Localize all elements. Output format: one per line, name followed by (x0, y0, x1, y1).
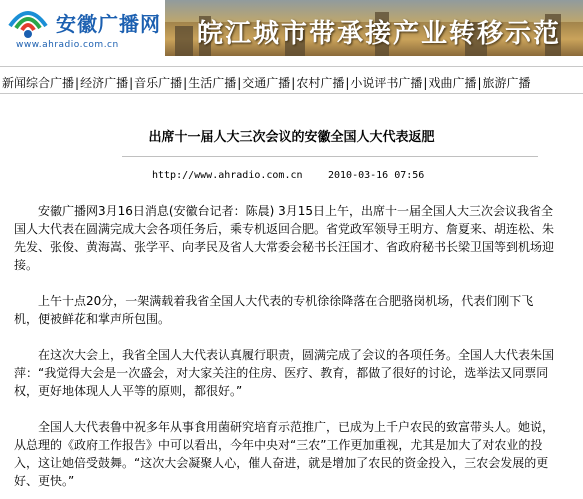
nav-item[interactable]: 音乐广播 (134, 76, 183, 90)
logo-name: 安徽广播网 (56, 12, 161, 36)
article-source-url[interactable]: http://www.ahradio.com.cn (152, 170, 303, 181)
header-banner (165, 0, 583, 56)
article-paragraph: 上午十点20分，一架满载着我省全国人大代表的专机徐徐降落在合肥骆岗机场，代表们刚下飞机，便被鲜花和掌声所包围。 (14, 294, 534, 326)
nav-item[interactable]: 农村广播 (296, 76, 345, 90)
nav-separator: | (75, 76, 80, 90)
nav-item[interactable]: 经济广播 (80, 76, 129, 90)
article-date: 2010-03-16 07:56 (328, 170, 425, 181)
title-divider (122, 156, 538, 157)
nav-item[interactable]: 旅游广播 (482, 76, 531, 90)
banner-title: 皖江城市带承接产业转移示范 (197, 19, 562, 49)
site-logo[interactable] (0, 0, 165, 56)
article-paragraph: 安徽广播网3月16日消息(安徽台记者：陈晨) 3月15日上午，出席十一届全国人大三次会议我省全国人大代表在圆满完成大会各项任务后，乘专机返回合肥。省党政军领导王明方、詹夏来、胡连松、朱先发、张俊、黄海嵩、张学平、向孝民及省人大常委会秘书长汪国才、省政府秘书长梁卫国等到机场迎接。 (14, 204, 555, 272)
nav-item[interactable]: 戏曲广播 (428, 76, 477, 90)
nav-separator: | (129, 76, 134, 90)
article-paragraph: 全国人大代表鲁中祝多年从事食用菌研究培育示范推广，已成为上千户农民的致富带头人。她说，从总理的《政府工作报告》中可以看出，今年中央对“三农”工作更加重视，尤其是加大了对农业的投入，这让她倍受鼓舞。“这次大会凝聚人心，催人奋进，就是增加了农民的资金投入，三农会发展的更好、更快。” (14, 420, 555, 488)
nav-item[interactable]: 生活广播 (188, 76, 237, 90)
nav-item[interactable]: 新闻综合广播 (2, 76, 75, 90)
nav-item[interactable]: 交通广播 (242, 76, 291, 90)
nav-separator: | (345, 76, 350, 90)
channel-nav-list (2, 74, 531, 91)
nav-separator: | (291, 76, 296, 90)
nav-separator: | (183, 76, 188, 90)
article-title: 出席十一届人大三次会议的安徽全国人大代表返肥 (148, 130, 435, 145)
channel-nav (0, 66, 583, 94)
nav-separator: | (477, 76, 482, 90)
page-header (0, 0, 583, 56)
article-body (14, 202, 554, 499)
nav-item[interactable]: 小说评书广播 (350, 76, 423, 90)
article-paragraph: 在这次大会上，我省全国人大代表认真履行职责，圆满完成了会议的各项任务。全国人大代表朱国萍：“我觉得大会是一次盛会，对大家关注的住房、医疗、教育，都做了很好的讨论，选举法又同票同权，更好地体现人人平等的原则，都很好。” (14, 348, 555, 398)
logo-url: www.ahradio.com.cn (16, 40, 119, 50)
nav-separator: | (237, 76, 242, 90)
nav-separator: | (423, 76, 428, 90)
